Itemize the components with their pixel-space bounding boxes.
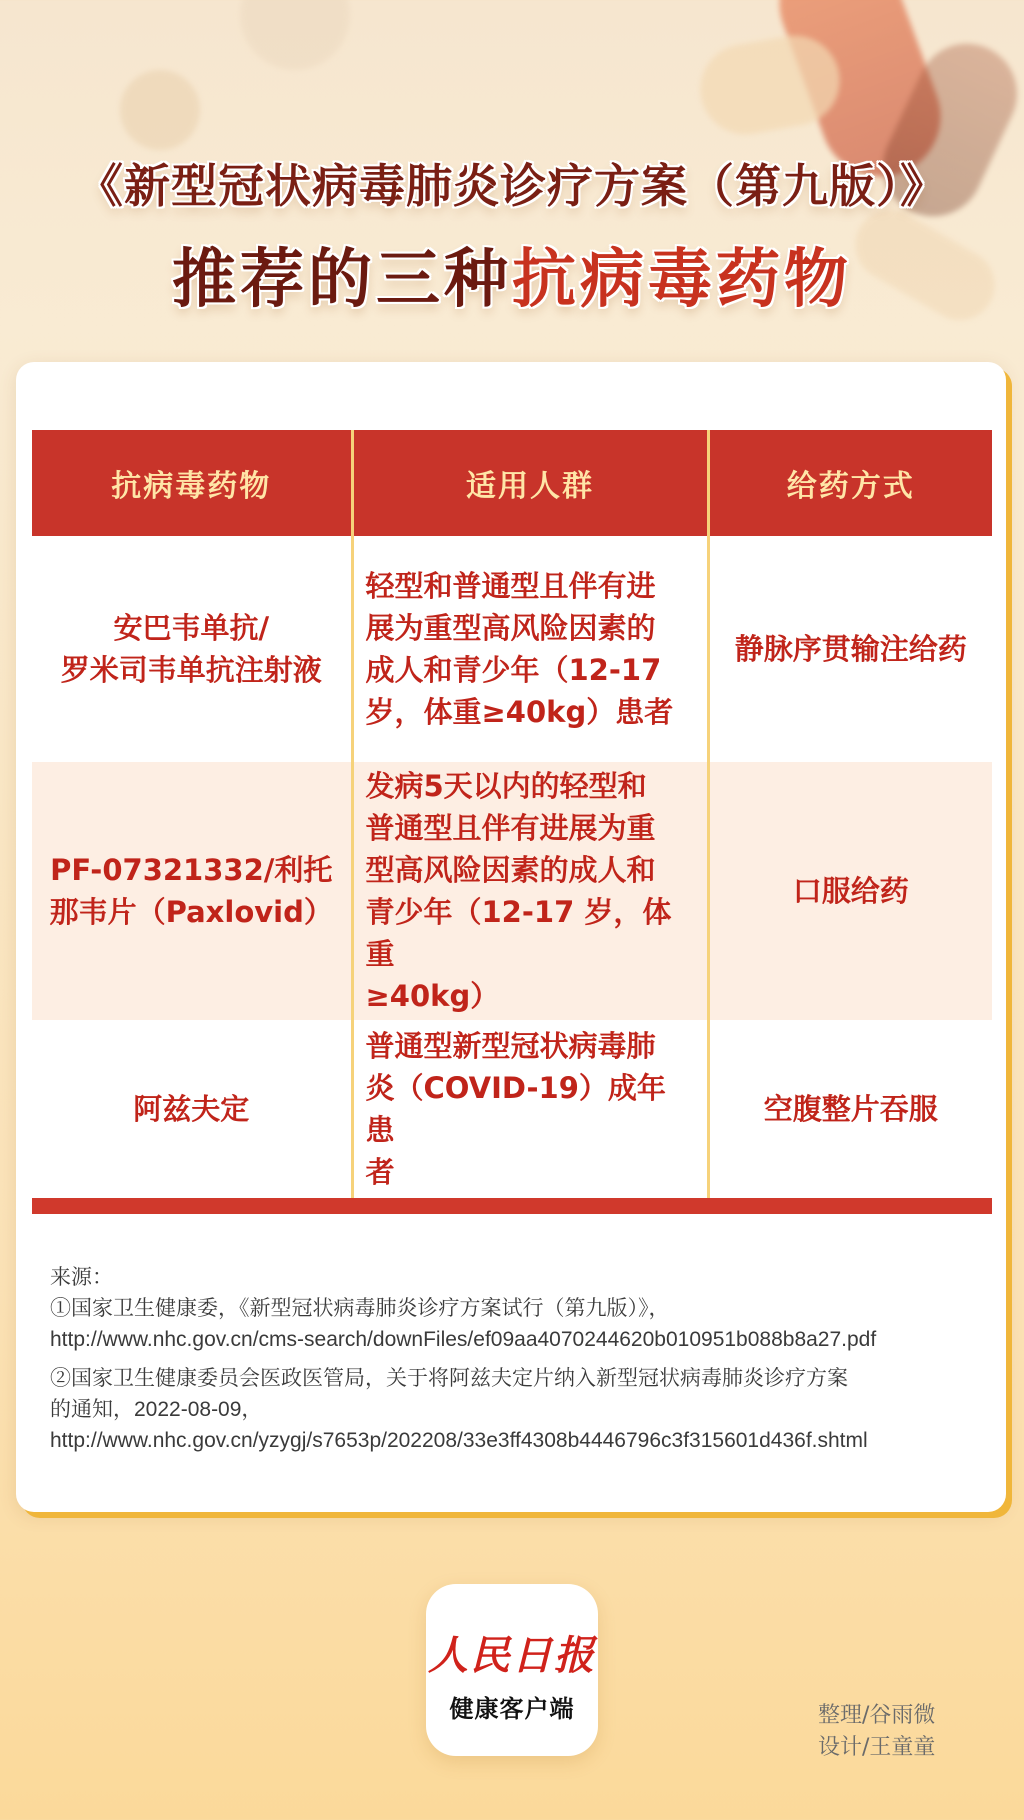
population-cell: [352, 536, 708, 762]
sources-spacer: [50, 1355, 990, 1363]
header-drug: 抗病毒药物: [32, 430, 352, 536]
credit-editor: 整理/谷雨微: [818, 1703, 936, 1728]
title-highlight: 抗病毒药物: [512, 243, 852, 317]
population-line: 岁，体重≥40kg）患者: [365, 695, 674, 729]
source-item-1-text: ①国家卫生健康委，《新型冠状病毒肺炎诊疗方案试行（第九版）》，: [50, 1297, 670, 1320]
table-row: [32, 536, 992, 762]
source-item-2-text: ②国家卫生健康委员会医政医管局，关于将阿兹夫定片纳入新型冠状病毒肺炎诊疗方案: [50, 1367, 848, 1390]
source-item-2-text-cont: 的通知，2022-08-09，: [50, 1398, 263, 1421]
drug-name-line: 阿兹夫定: [133, 1092, 250, 1126]
population-line: 轻型和普通型且伴有进: [365, 569, 656, 603]
drug-cell: [32, 1020, 352, 1198]
table-row: [32, 1020, 992, 1198]
logo-subtitle: 健康客户端: [449, 1695, 575, 1723]
population-line: 普通型且伴有进展为重: [365, 811, 656, 845]
population-line: 者: [365, 1155, 395, 1189]
drug-table: [32, 430, 992, 1198]
sources-label: 来源：: [50, 1266, 113, 1289]
population-cell: [352, 1020, 708, 1198]
decorative-pill: [240, 0, 350, 70]
population-line: 炎（COVID-19）成年患: [365, 1071, 666, 1147]
source-item-2-link[interactable]: http://www.nhc.gov.cn/yzygj/s7653p/202208/33e3ff4308b4446796c3f315601d436f.shtml: [50, 1429, 868, 1452]
title-prefix: 推荐的三种: [172, 243, 512, 317]
app-logo: [426, 1584, 598, 1756]
drug-name-line: 罗米司韦单抗注射液: [60, 653, 322, 687]
sources-section: [50, 1262, 990, 1456]
population-line: 青少年（12-17 岁，体重: [365, 895, 672, 971]
method-cell: 空腹整片吞服: [708, 1020, 992, 1198]
credit-designer: 设计/王童童: [818, 1735, 936, 1760]
source-item-1-link[interactable]: http://www.nhc.gov.cn/cms-search/downFiles/ef09aa4070244620b010951b088b8a27.pdf: [50, 1328, 877, 1351]
table-header-row: [32, 430, 992, 536]
logo-brand: 人民日报: [428, 1632, 596, 1679]
drug-cell: [32, 762, 352, 1020]
method-cell: 口服给药: [708, 762, 992, 1020]
drug-name-line: 安巴韦单抗/: [113, 611, 270, 645]
table-row: [32, 762, 992, 1020]
method-cell: 静脉序贯输注给药: [708, 536, 992, 762]
drug-cell: [32, 536, 352, 762]
population-cell: [352, 762, 708, 1020]
page-title-line1: 《新型冠状病毒肺炎诊疗方案（第九版）》: [77, 159, 947, 213]
content-card: [16, 362, 1006, 1512]
population-line: 型高风险因素的成人和: [365, 853, 656, 887]
drug-name-line: 那韦片（Paxlovid）: [49, 895, 333, 929]
header-population: 适用人群: [352, 430, 708, 536]
population-line: ≥40kg）: [365, 979, 500, 1013]
population-line: 成人和青少年（12-17: [365, 653, 662, 687]
credits: [818, 1700, 935, 1764]
population-line: 普通型新型冠状病毒肺: [365, 1029, 656, 1063]
population-line: 展为重型高风险因素的: [365, 611, 656, 645]
decorative-pill: [120, 70, 200, 150]
drug-name-line: PF-07321332/利托: [50, 853, 333, 887]
page-title-line2: [0, 228, 1024, 320]
header-method: 给药方式: [708, 430, 992, 536]
table-bottom-bar: [32, 1198, 992, 1214]
population-line: 发病5天以内的轻型和: [365, 769, 647, 803]
